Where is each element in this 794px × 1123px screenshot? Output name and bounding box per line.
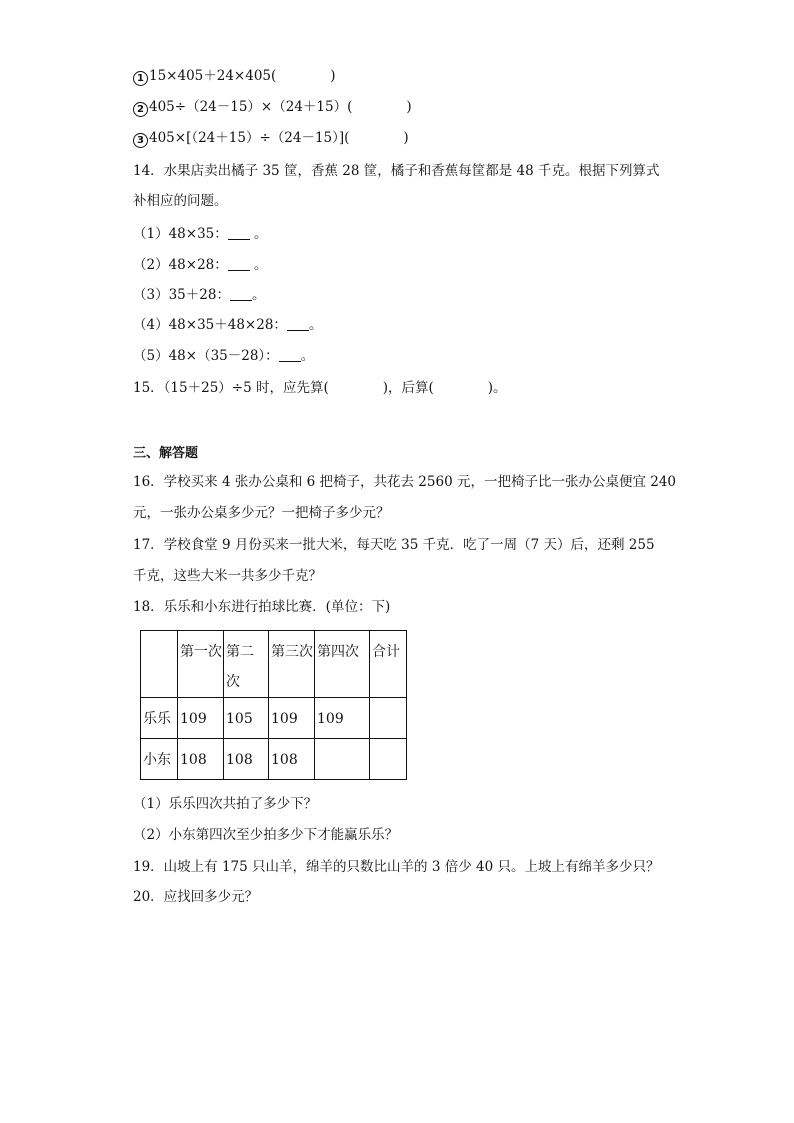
table-corner-cell bbox=[141, 631, 178, 698]
answer-blank[interactable] bbox=[230, 288, 252, 301]
q14-item-suffix: 。 bbox=[249, 257, 268, 273]
q16-line2: 元，一张办公桌多少元？一把椅子多少元？ bbox=[133, 505, 390, 521]
table-cell[interactable] bbox=[370, 698, 407, 739]
table-header-cell: 第一次 bbox=[178, 631, 224, 698]
table-cell[interactable] bbox=[370, 739, 407, 780]
answer-blank[interactable] bbox=[228, 258, 250, 271]
q14-item-prefix: （1）48×35： bbox=[133, 226, 228, 242]
table-cell: 108 bbox=[224, 739, 269, 780]
q13-item-text: 15×405＋24×405( ) bbox=[149, 68, 336, 84]
q14-item-prefix: （3）35＋28： bbox=[133, 287, 230, 303]
q14-item-suffix: 。 bbox=[251, 287, 266, 303]
circled-number: 3 bbox=[133, 133, 148, 148]
q14-item-1 bbox=[133, 224, 268, 244]
q14-line1: 14．水果店卖出橘子 35 筐，香蕉 28 筐，橘子和香蕉每筐都是 48 千克。根据下列算式 bbox=[133, 163, 660, 179]
answer-blank[interactable] bbox=[287, 318, 309, 331]
q14-item-suffix: 。 bbox=[308, 317, 323, 333]
table-cell: 109 bbox=[315, 698, 370, 739]
q14-item-prefix: （4）48×35＋48×28： bbox=[133, 317, 287, 333]
table-cell: 109 bbox=[178, 698, 224, 739]
table-row bbox=[141, 739, 407, 780]
q15-text: 15．（15＋25）÷5 时，应先算( )，后算( )。 bbox=[133, 380, 507, 396]
q13-item-text: 405÷（24－15）×（24＋15）( ) bbox=[149, 99, 412, 115]
q18-title: 18．乐乐和小东进行拍球比赛．(单位：下) bbox=[133, 599, 391, 615]
circled-number: 2 bbox=[133, 102, 148, 117]
q19-text: 19．山坡上有 175 只山羊，绵羊的只数比山羊的 3 倍少 40 只。上坡上有绵羊多少只？ bbox=[133, 859, 660, 875]
q13-item-1 bbox=[133, 66, 336, 86]
score-table bbox=[140, 630, 407, 780]
q14-item-prefix: （2）48×28： bbox=[133, 257, 228, 273]
q14-item-suffix: 。 bbox=[249, 226, 268, 242]
table-header-cell: 第二次 bbox=[224, 631, 269, 698]
table-cell[interactable] bbox=[315, 739, 370, 780]
q13-item-2 bbox=[133, 97, 412, 117]
q14-item-prefix: （5）48×（35－28）： bbox=[133, 348, 279, 364]
q18-sub1: （1）乐乐四次共拍了多少下？ bbox=[133, 796, 318, 812]
q14-item-3 bbox=[133, 285, 265, 305]
answer-blank[interactable] bbox=[279, 349, 301, 362]
q14-item-4 bbox=[133, 315, 322, 335]
q13-item-text: 405×[（24＋15）÷（24－15）]( ) bbox=[149, 130, 409, 146]
table-cell: 108 bbox=[269, 739, 315, 780]
table-header-cell: 第三次 bbox=[269, 631, 315, 698]
q18-sub2: （2）小东第四次至少拍多少下才能赢乐乐？ bbox=[133, 827, 399, 843]
table-cell: 108 bbox=[178, 739, 224, 780]
table-cell: 105 bbox=[224, 698, 269, 739]
q14-line2: 补相应的问题。 bbox=[133, 193, 228, 209]
section-heading: 三、解答题 bbox=[133, 446, 199, 461]
table-header-cell: 合计 bbox=[370, 631, 407, 698]
q20-text: 20．应找回多少元？ bbox=[133, 889, 259, 905]
table-row bbox=[141, 698, 407, 739]
q16-line1: 16．学校买来 4 张办公桌和 6 把椅子，共花去 2560 元，一把椅子比一张办公桌便宜 240 bbox=[133, 474, 677, 490]
answer-blank[interactable] bbox=[228, 227, 250, 240]
table-header-row bbox=[141, 631, 407, 698]
table-cell: 109 bbox=[269, 698, 315, 739]
circled-number: 1 bbox=[133, 71, 148, 86]
q17-line2: 千克，这些大米一共多少千克？ bbox=[133, 568, 322, 584]
table-row-name: 乐乐 bbox=[141, 698, 178, 739]
q13-item-3 bbox=[133, 128, 409, 148]
q14-item-suffix: 。 bbox=[300, 348, 315, 364]
q14-item-5 bbox=[133, 346, 314, 366]
q17-line1: 17．学校食堂 9 月份买来一批大米，每天吃 35 千克．吃了一周（7 天）后，还剩 255 bbox=[133, 537, 655, 553]
table-header-cell: 第四次 bbox=[315, 631, 370, 698]
q14-item-2 bbox=[133, 255, 268, 275]
table-row-name: 小东 bbox=[141, 739, 178, 780]
